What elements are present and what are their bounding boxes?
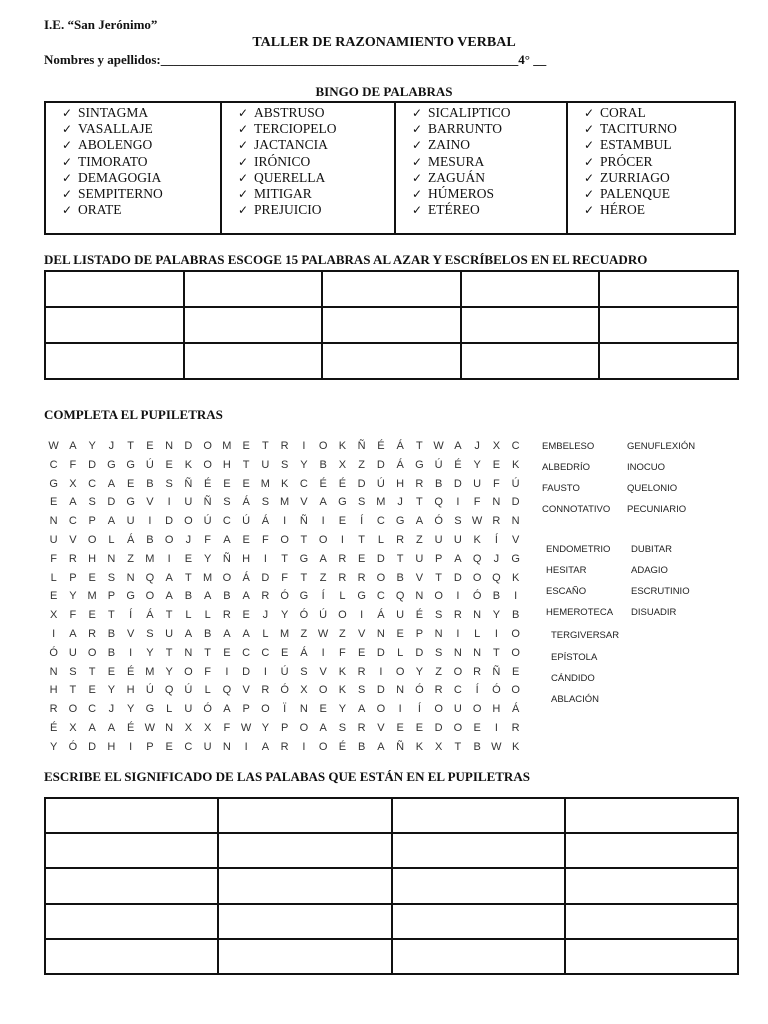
answer-cell[interactable] <box>461 271 600 307</box>
chosen-words-row <box>45 307 738 343</box>
bingo-word <box>568 170 736 186</box>
answer-cell[interactable] <box>392 904 565 939</box>
bingo-word-label: TERCIOPELO <box>254 121 337 137</box>
checkmark-icon: ✓ <box>411 170 423 185</box>
checkmark-icon: ✓ <box>583 138 595 153</box>
chosen-words-row <box>45 271 738 307</box>
bingo-word <box>396 121 568 137</box>
meanings-row <box>45 939 738 974</box>
page-title: TALLER DE RAZONAMIENTO VERBAL <box>252 35 516 50</box>
checkmark-icon: ✓ <box>583 154 595 169</box>
bingo-word <box>222 186 396 202</box>
answer-cell[interactable] <box>184 307 323 343</box>
bingo-column-4 <box>566 103 736 233</box>
meanings-row <box>45 904 738 939</box>
bingo-word-label: ABOLENGO <box>78 137 153 153</box>
student-name-line[interactable]: Nombres y apellidos:_______________________________________________________4° __ <box>44 52 547 67</box>
bingo-word <box>46 105 220 121</box>
instruction-meanings: ESCRIBE EL SIGNIFICADO DE LAS PALABAS QUE ESTÁN EN EL PUPILETRAS <box>44 769 530 784</box>
word-search-row: Y Ó D H I P E C U N I A R I O É B A Ñ K X T B W K <box>49 740 520 753</box>
checkmark-icon: ✓ <box>237 138 249 153</box>
answer-cell[interactable] <box>184 343 323 379</box>
bingo-word-label: VASALLAJE <box>78 121 153 137</box>
answer-cell[interactable] <box>599 271 738 307</box>
checkmark-icon: ✓ <box>411 203 423 218</box>
bingo-word <box>46 137 220 153</box>
checkmark-icon: ✓ <box>411 154 423 169</box>
word-search-term: ABLACIÓN <box>551 694 600 705</box>
word-search-term: ALBEDRÍO <box>542 462 591 473</box>
answer-cell[interactable] <box>45 343 184 379</box>
bingo-word-label: BARRUNTO <box>428 121 503 137</box>
word-search-term: ENDOMETRIO <box>546 544 611 555</box>
bingo-word <box>46 186 220 202</box>
answer-cell[interactable] <box>322 271 461 307</box>
word-search-term: CONNOTATIVO <box>542 504 611 515</box>
bingo-word-label: TACITURNO <box>600 121 677 137</box>
checkmark-icon: ✓ <box>237 106 249 120</box>
answer-cell[interactable] <box>565 939 738 974</box>
answer-cell[interactable] <box>218 868 391 903</box>
bingo-word-label: IRÓNICO <box>254 153 311 169</box>
bingo-word <box>568 202 736 218</box>
bingo-word <box>396 154 568 170</box>
checkmark-icon: ✓ <box>237 122 249 137</box>
checkmark-icon: ✓ <box>411 122 423 137</box>
word-search-term: HESITAR <box>546 565 587 576</box>
meanings-table <box>44 797 739 975</box>
bingo-word-label: ABSTRUSO <box>254 105 325 120</box>
bingo-word-label: MITIGAR <box>254 186 312 202</box>
word-search-term: CÁNDIDO <box>551 673 595 684</box>
answer-cell[interactable] <box>322 343 461 379</box>
bingo-word-label: ORATE <box>78 202 122 218</box>
answer-cell[interactable] <box>599 343 738 379</box>
meanings-row <box>45 868 738 903</box>
bingo-word <box>222 137 396 153</box>
bingo-word <box>222 105 396 121</box>
checkmark-icon: ✓ <box>411 106 423 120</box>
bingo-word <box>568 121 736 137</box>
word-search-row: U V O L Á B O J F A E F O T O I T L R Z U U K Í V <box>49 533 520 546</box>
word-search-row: Ó U O B I Y T N T E C C E Á I F E D L D S N N T O <box>49 646 520 659</box>
bingo-word-label: PREJUICIO <box>254 202 322 218</box>
bingo-word-label: TIMORATO <box>78 153 148 169</box>
word-search-row: É X A A É W N X X F W Y P O A S R V E E D O E I R <box>49 721 520 734</box>
checkmark-icon: ✓ <box>61 203 73 218</box>
meanings-row <box>45 833 738 868</box>
bingo-word-label: ESTAMBUL <box>600 137 672 153</box>
bingo-column-3 <box>394 103 568 233</box>
bingo-word <box>568 105 736 121</box>
word-search-row: N C P A U I D O Ú C Ú Á I Ñ I E Í C G A Ó S W R N <box>49 515 520 528</box>
instruction-word-search: COMPLETA EL PUPILETRAS <box>44 407 223 422</box>
word-search-term: PECUNIARIO <box>627 504 687 515</box>
answer-cell[interactable] <box>461 343 600 379</box>
bingo-word-label: CORAL <box>600 105 646 120</box>
bingo-word-label: ETÉREO <box>428 202 480 218</box>
word-search-term: TERGIVERSAR <box>551 630 620 641</box>
answer-cell[interactable] <box>392 939 565 974</box>
bingo-word <box>222 202 396 218</box>
bingo-word <box>568 137 736 153</box>
checkmark-icon: ✓ <box>61 187 73 202</box>
checkmark-icon: ✓ <box>583 203 595 218</box>
bingo-word-label: QUERELLA <box>254 169 326 185</box>
bingo-word <box>46 121 220 137</box>
bingo-word-label: ZAINO <box>428 137 470 153</box>
bingo-word <box>396 170 568 186</box>
word-search-row: H T E Y H Ú Q Ú L Q V R Ó X O K S D N Ó R C Í Ó O <box>49 684 520 697</box>
word-search-term: DUBITAR <box>631 544 672 555</box>
word-search-row: W A Y J T E N D O M E T R I O K Ñ É Á T W A J X C <box>48 440 520 452</box>
chosen-words-table <box>44 270 739 380</box>
checkmark-icon: ✓ <box>237 154 249 169</box>
checkmark-icon: ✓ <box>411 138 423 153</box>
answer-cell[interactable] <box>461 307 600 343</box>
bingo-column-1 <box>46 103 220 233</box>
bingo-word <box>222 154 396 170</box>
word-search-term: QUELONIO <box>627 483 678 494</box>
word-search-term: FAUSTO <box>542 483 580 494</box>
bingo-word-label: HÚMEROS <box>428 186 495 202</box>
bingo-word <box>568 186 736 202</box>
checkmark-icon: ✓ <box>61 170 73 185</box>
word-search-row: E Y M P G O A B A B A R Ó G Í L G C Q N O I Ó B I <box>49 590 518 603</box>
bingo-column-2 <box>220 103 396 233</box>
answer-cell[interactable] <box>599 307 738 343</box>
answer-cell[interactable] <box>392 798 565 833</box>
word-search-grid <box>44 440 525 760</box>
bingo-word-label: PRÓCER <box>600 153 653 169</box>
bingo-word-label: SINTAGMA <box>78 105 149 120</box>
checkmark-icon: ✓ <box>61 138 73 153</box>
word-search-term: INOCUO <box>627 462 665 473</box>
bingo-word <box>222 170 396 186</box>
word-search-term: ESCAÑO <box>546 586 587 597</box>
answer-cell[interactable] <box>45 798 218 833</box>
answer-cell[interactable] <box>45 868 218 903</box>
word-search-row: N S T E É M Y O F I D I Ú S V K R I O Y Z O R Ñ E <box>49 665 520 678</box>
bingo-word <box>396 105 568 121</box>
answer-cell[interactable] <box>45 939 218 974</box>
bingo-word-label: HÉROE <box>600 202 645 218</box>
word-search-term: EMBELESO <box>542 441 595 452</box>
checkmark-icon: ✓ <box>237 203 249 218</box>
answer-cell[interactable] <box>565 904 738 939</box>
bingo-word-label: ZURRIAGO <box>600 169 670 185</box>
instruction-choose-words: DEL LISTADO DE PALABRAS ESCOGE 15 PALABRAS AL AZAR Y ESCRÍBELOS EN EL RECUADRO <box>44 252 648 267</box>
bingo-word <box>396 137 568 153</box>
checkmark-icon: ✓ <box>237 187 249 202</box>
bingo-word-label: SEMPITERNO <box>78 186 163 202</box>
answer-cell[interactable] <box>218 939 391 974</box>
word-search-row: X F E T Í Á T L L R E J Y Ó Ú O I Á U É S R N Y B <box>49 609 520 622</box>
word-search-term: ADAGIO <box>631 565 668 576</box>
answer-cell[interactable] <box>322 307 461 343</box>
checkmark-icon: ✓ <box>583 187 595 202</box>
bingo-word-label: SICALIPTICO <box>428 105 511 120</box>
checkmark-icon: ✓ <box>61 154 73 169</box>
word-search-term: HEMEROTECA <box>546 607 614 618</box>
meanings-row <box>45 798 738 833</box>
bingo-word <box>46 202 220 218</box>
answer-cell[interactable] <box>218 833 391 868</box>
answer-cell[interactable] <box>45 271 184 307</box>
answer-cell[interactable] <box>565 868 738 903</box>
bingo-word <box>222 121 396 137</box>
checkmark-icon: ✓ <box>411 187 423 202</box>
bingo-word <box>46 170 220 186</box>
bingo-word <box>568 154 736 170</box>
checkmark-icon: ✓ <box>583 170 595 185</box>
checkmark-icon: ✓ <box>583 122 595 137</box>
word-search-row: L P E S N Q A T M O Á D F T Z R R O B V T D O Q K <box>50 571 520 584</box>
bingo-title: BINGO DE PALABRAS <box>315 84 453 99</box>
word-search-term: GENUFLEXIÓN <box>627 441 696 452</box>
word-search-row: F R H N Z M I E Y Ñ H I T G A R E D T U P A Q J G <box>50 552 520 565</box>
word-search-term: DISUADIR <box>631 607 677 618</box>
answer-cell[interactable] <box>565 798 738 833</box>
checkmark-icon: ✓ <box>237 170 249 185</box>
answer-cell[interactable] <box>218 904 391 939</box>
word-search-row: C F D G G Ú E K O H T U S Y B X Z D Á G Ú É Y E K <box>49 458 520 471</box>
answer-cell[interactable] <box>218 798 391 833</box>
word-search-row: R O C J Y G L U Ó A P O Ï N E Y A O I Í O U O H Á <box>49 703 520 716</box>
answer-cell[interactable] <box>392 868 565 903</box>
answer-cell[interactable] <box>45 307 184 343</box>
answer-cell[interactable] <box>45 904 218 939</box>
bingo-word <box>396 186 568 202</box>
bingo-word-label: DEMAGOGIA <box>78 169 162 185</box>
bingo-word-label: MESURA <box>428 153 485 169</box>
answer-cell[interactable] <box>184 271 323 307</box>
word-search-row: I A R B V S U A B A A L M Z W Z V N E P N I L I O <box>52 627 520 640</box>
checkmark-icon: ✓ <box>61 106 73 120</box>
word-search-term: EPÍSTOLA <box>551 652 598 663</box>
word-search-term: ESCRUTINIO <box>631 586 690 597</box>
word-search-row: G X C A E B S Ñ É E E M K C É É D Ú H R B D U F Ú <box>49 477 520 490</box>
bingo-word-label: JACTANCIA <box>254 137 328 153</box>
bingo-word <box>396 202 568 218</box>
bingo-word-label: PALENQUE <box>600 186 671 202</box>
bingo-word-label: ZAGUÁN <box>428 169 485 185</box>
answer-cell[interactable] <box>565 833 738 868</box>
word-search-row: E A S D G V I U Ñ S Á S M V A G S M J T Q I F N D <box>49 496 520 509</box>
chosen-words-row <box>45 343 738 379</box>
answer-cell[interactable] <box>45 833 218 868</box>
bingo-word-box <box>44 101 736 235</box>
answer-cell[interactable] <box>392 833 565 868</box>
checkmark-icon: ✓ <box>583 106 595 120</box>
checkmark-icon: ✓ <box>61 122 73 137</box>
bingo-word <box>46 154 220 170</box>
school-name: I.E. “San Jerónimo” <box>44 17 158 32</box>
